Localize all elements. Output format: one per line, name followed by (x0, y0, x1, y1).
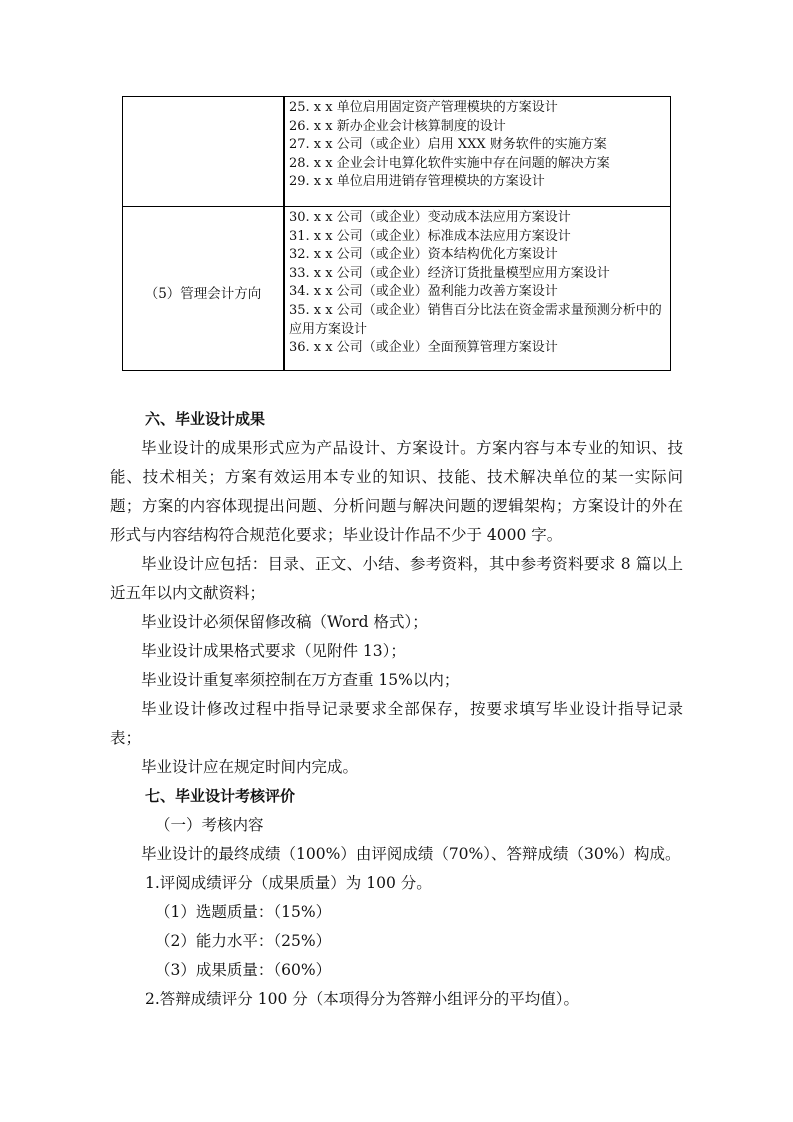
list-item: 35. x x 公司（或企业）销售百分比法在资金需求量预测分析中的应用方案设计 (289, 302, 662, 337)
list-item: 30. x x 公司（或企业）变动成本法应用方案设计 (289, 210, 571, 225)
item-topic-quality: （1）选题质量：（15%） (155, 903, 332, 921)
list-item: 34. x x 公司（或企业）盈利能力改善方案设计 (289, 284, 558, 300)
item-defense-score: 2.答辩成绩评分 100 分（本项得分为答辩小组评分的平均值）。 (145, 990, 579, 1008)
document-body (110, 405, 683, 1014)
list-item: 28. x x 企业会计电算化软件实施中存在问题的解决方案 (289, 155, 610, 171)
paragraph-guidance-record: 毕业设计修改过程中指导记录要求全部保存，按要求填写毕业设计指导记录表； (110, 700, 683, 747)
paragraph-final-score: 毕业设计的最终成绩（100%）由评阅成绩（70%）、答辩成绩（30%）构成。 (141, 845, 681, 863)
section-heading-6: 六、毕业设计成果 (145, 410, 266, 428)
list-item: 27. x x 公司（或企业）启用 XXX 财务软件的实施方案 (289, 137, 607, 153)
paragraph-contents: 毕业设计应包括：目录、正文、小结、参考资料，其中参考资料要求 8 篇以上近五年以内文献资料； (110, 555, 683, 602)
table-row-divider (123, 206, 670, 207)
list-item: 32. x x 公司（或企业）资本结构优化方案设计 (289, 247, 558, 263)
paragraph-format: 毕业设计成果格式要求（见附件 13）； (141, 642, 406, 660)
topic-table (122, 96, 671, 371)
list-item: 31. x x 公司（或企业）标准成本法应用方案设计 (289, 228, 571, 244)
list-item: 26. x x 新办企业会计核算制度的设计 (289, 118, 506, 134)
paragraph-draft: 毕业设计必须保留修改稿（Word 格式）； (141, 613, 428, 631)
list-item: 33. x x 公司（或企业）经济订货批量模型应用方案设计 (289, 265, 610, 281)
paragraph-duplication: 毕业设计重复率须控制在万方查重 15%以内； (141, 671, 460, 689)
table-column-divider (283, 97, 285, 370)
paragraph-outcome-form: 毕业设计的成果形式应为产品设计、方案设计。方案内容与本专业的知识、技能、技术相关；方案有效运用本专业的知识、技能、技术解决单位的某一实际问题；方案的内容体现提出问题、分析问题与解决问题的逻辑架构；方案设计的外在形式与内容结构符合规范化要求；毕业设计作品不少于 4000 字。 (110, 439, 683, 544)
section-heading-7: 七、毕业设计考核评价 (145, 787, 296, 805)
topic-list-row1 (289, 99, 664, 192)
topic-list-row2 (289, 209, 664, 358)
item-review-score: 1.评阅成绩评分（成果质量）为 100 分。 (145, 874, 432, 892)
item-ability-level: （2）能力水平：（25%） (155, 932, 332, 950)
list-item: 29. x x 单位启用进销存管理模块的方案设计 (289, 174, 545, 190)
subheading-assessment-content: （一）考核内容 (155, 816, 264, 834)
list-item: 25. x x 单位启用固定资产管理模块的方案设计 (289, 100, 558, 115)
item-outcome-quality: （3）成果质量：（60%） (155, 961, 332, 979)
paragraph-deadline: 毕业设计应在规定时间内完成。 (141, 758, 359, 776)
category-cell-management-accounting: （5）管理会计方向 (144, 286, 262, 302)
list-item: 36. x x 公司（或企业）全面预算管理方案设计 (289, 340, 558, 356)
